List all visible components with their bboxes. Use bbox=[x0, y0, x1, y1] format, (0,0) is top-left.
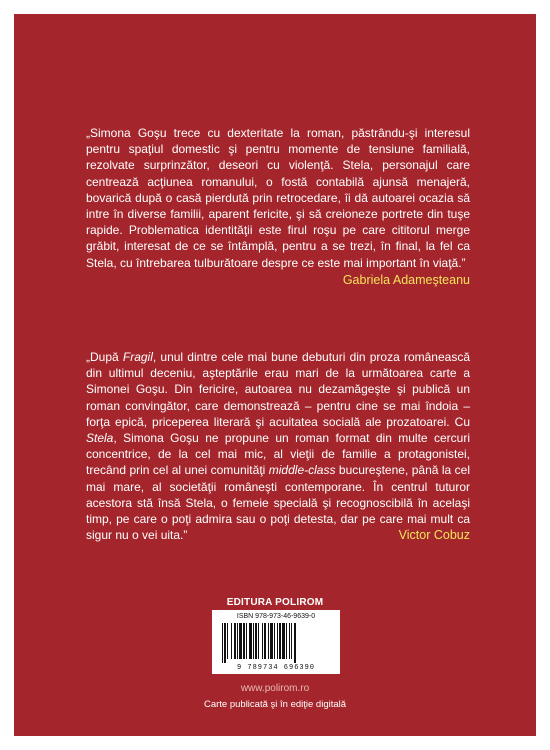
publisher-name: EDITURA POLIROM bbox=[226, 597, 324, 608]
quote-2-segment-3: , Simona Goşu ne propune un roman format din multe cercuri concentrice, de la cel mai mic, al vieţii de familie a protagonistei, trecând prin cel al unei comunităţi bbox=[86, 431, 470, 478]
book-title-fragil: Fragil bbox=[122, 350, 153, 364]
barcode-icon bbox=[220, 623, 332, 663]
review-quote-2 bbox=[86, 349, 470, 543]
book-title-stela: Stela bbox=[86, 431, 114, 446]
isbn-barcode bbox=[212, 610, 340, 674]
review-quote-2-text bbox=[86, 349, 470, 543]
digital-edition-note: Carte publicată şi în ediţie digitală bbox=[203, 699, 347, 710]
review-quote-1-text: „Simona Goşu trece cu dexteritate la roman, păstrându-şi interesul pentru spaţiul domestic şi pentru momente de tensiune familială, rezolvate surprinzător, deseori cu violenţă. Stela, personajul care centrează acţiunea romanului, o fostă contabilă ajunsă menajeră, bovarică după o casă pierdută prin retrocedare, îi dă autoarei ocazia să intre în diverse familii, aparent fericite, şi să creioneze portrete din tuşe rapide. Problematica identităţii este firul roşu pe care cititorul merge grăbit, interesat de ce se întâmplă, pentru a se trezi, în final, la fel ca Stela, cu întrebarea tulburătoare despre ce este mai important în viaţă.” bbox=[86, 126, 470, 270]
quote-2-segment-4: bucureştene, până la cel mai mare, al societăţii româneşti contemporane. În centrul tuturor acestora stă însă Stela, o femeie specială şi recognoscibilă în acelaşi timp, pe care o poţi admira sau o poţi detesta, dar pe care mai mult ca sigur nu o vei uita.” bbox=[86, 463, 470, 543]
review-quote-2-author: Victor Cobuz bbox=[398, 528, 470, 543]
quote-2-segment-1: „După bbox=[86, 350, 123, 364]
publisher-website: www.polirom.ro bbox=[240, 683, 310, 694]
review-quote-1-author: Gabriela Adameşteanu bbox=[342, 272, 470, 287]
term-middle-class: middle-class bbox=[268, 463, 336, 478]
barcode-digits: 9 789734 696390 bbox=[236, 664, 315, 672]
isbn-number: ISBN 978-973-46-9639-0 bbox=[236, 613, 316, 620]
quote-2-segment-2: , unul dintre cele mai bune debuturi din proza românească din ultimul deceniu, aşteptările erau mari de la următoarea carte a Simonei Goşu. Din fericire, autoarea nu dezamăgeşte şi publică un roman convingător, care demonstrează – pentru cine se mai îndoia – forţa epică, priceperea literară şi acuitatea socială ale prozatoarei. Cu bbox=[86, 350, 470, 429]
review-quote-1 bbox=[86, 125, 470, 288]
